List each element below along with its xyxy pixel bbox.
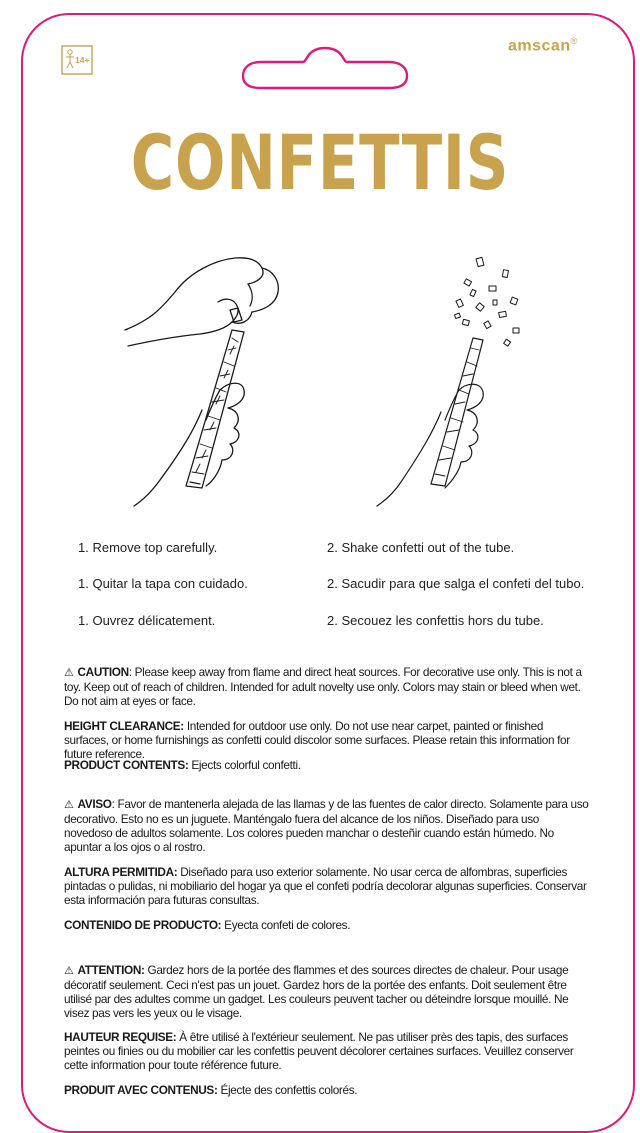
height-clearance-en xyxy=(64,719,589,761)
height-fr-label: HAUTEUR REQUISE: xyxy=(64,1030,177,1044)
caution-en xyxy=(64,665,589,708)
contents-fr-text: Éjecte des confettis colorés. xyxy=(217,1083,358,1097)
product-contents-fr xyxy=(64,1083,589,1097)
caution-es-label: AVISO xyxy=(77,797,112,811)
step-2-fr: 2. Secouez les confettis hors du tube. xyxy=(327,613,544,628)
age-badge-label: 14+ xyxy=(75,55,90,65)
caution-fr-label: ATTENTION: xyxy=(77,963,145,977)
contents-es-text: Eyecta confeti de colores. xyxy=(221,918,351,932)
step-1-en: 1. Remove top carefully. xyxy=(78,540,218,555)
contents-en-text: Ejects colorful confetti. xyxy=(188,758,301,772)
warning-icon: ⚠ xyxy=(64,667,74,679)
height-en-label: HEIGHT CLEARANCE: xyxy=(64,719,184,733)
shake-confetti-illustration xyxy=(365,250,545,510)
age-14-plus-icon xyxy=(61,45,93,75)
caution-fr-text: Gardez hors de la portée des flammes et des sources directes de chaleur. Pour usage décoratif seulement. Ceci n'est pas un jouet. Gardez hors de la portée des enfants. Doit seulement être utilisé par des adultes comme un gadget. Les couleurs peuvent tacher ou déteindre lorsque mouillé. Ne visez pas vers les yeux ou le visage. xyxy=(64,963,569,1020)
step-1-es: 1. Quitar la tapa con cuidado. xyxy=(78,576,248,591)
caution-es-text: : Favor de mantenerla alejada de las llamas y de las fuentes de calor directo. Solamente para uso decorativo. Esto no es un juguete. Manténgalo fuera del alcance de los niños. Diseñado para uso novedoso de adultos solamente. Los colores pueden manchar o desteñir cuando están húmedo. No apuntar a los ojos o al rostro. xyxy=(64,797,589,854)
caution-en-label: CAUTION xyxy=(77,665,129,679)
warning-icon: ⚠ xyxy=(64,965,74,977)
step-2-es: 2. Sacudir para que salga el confeti del tubo. xyxy=(327,576,585,591)
height-en-text: Intended for outdoor use only. Do not use near carpet, painted or finished surfaces, or home furnishings as confetti could discolor some surfaces. Please retain this information for future reference. xyxy=(64,719,570,761)
contents-fr-label: PRODUIT AVEC CONTENUS: xyxy=(64,1083,218,1097)
step-1-fr: 1. Ouvrez délicatement. xyxy=(78,613,216,628)
height-es-label: ALTURA PERMITIDA: xyxy=(64,865,178,879)
warning-icon: ⚠ xyxy=(64,799,74,811)
step-2-en: 2. Shake confetti out of the tube. xyxy=(327,540,515,555)
brand-mark: ® xyxy=(570,36,578,46)
caution-fr xyxy=(64,963,589,1020)
contents-es-label: CONTENIDO DE PRODUCTO: xyxy=(64,918,222,932)
hang-hole-icon xyxy=(241,46,409,90)
brand-name: amscan xyxy=(508,37,571,55)
caution-en-text: : Please keep away from flame and direct heat sources. For decorative use only. This is not a toy. Keep out of reach of children. Intended for adult novelty use only. Colors may stain or bleed when wet. Do not aim at eyes or face. xyxy=(64,665,582,708)
height-es-text: Diseñado para uso exterior solamente. No usar cerca de alfombras, superficies pintadas o pulidas, ni mobiliario del hogar ya que el confeti podría decolorar algunas superficies. Conservar esta información para futuras consultas. xyxy=(64,865,587,907)
height-clearance-es xyxy=(64,865,589,907)
product-contents-en xyxy=(64,758,589,772)
remove-top-illustration xyxy=(120,250,350,510)
product-title: CONFETTIS xyxy=(130,118,510,207)
height-clearance-fr xyxy=(64,1030,589,1072)
brand-logo xyxy=(508,36,578,55)
product-contents-es xyxy=(64,918,589,932)
contents-en-label: PRODUCT CONTENTS: xyxy=(64,758,189,772)
caution-es xyxy=(64,797,589,854)
height-fr-text: À être utilisé à l'extérieur seulement. Ne pas utiliser près des tapis, des surfaces peintes ou finies ou du mobilier car les confettis peuvent décolorer certaines surfaces. Veuillez conserver cette information pour toute référence future. xyxy=(64,1030,574,1072)
